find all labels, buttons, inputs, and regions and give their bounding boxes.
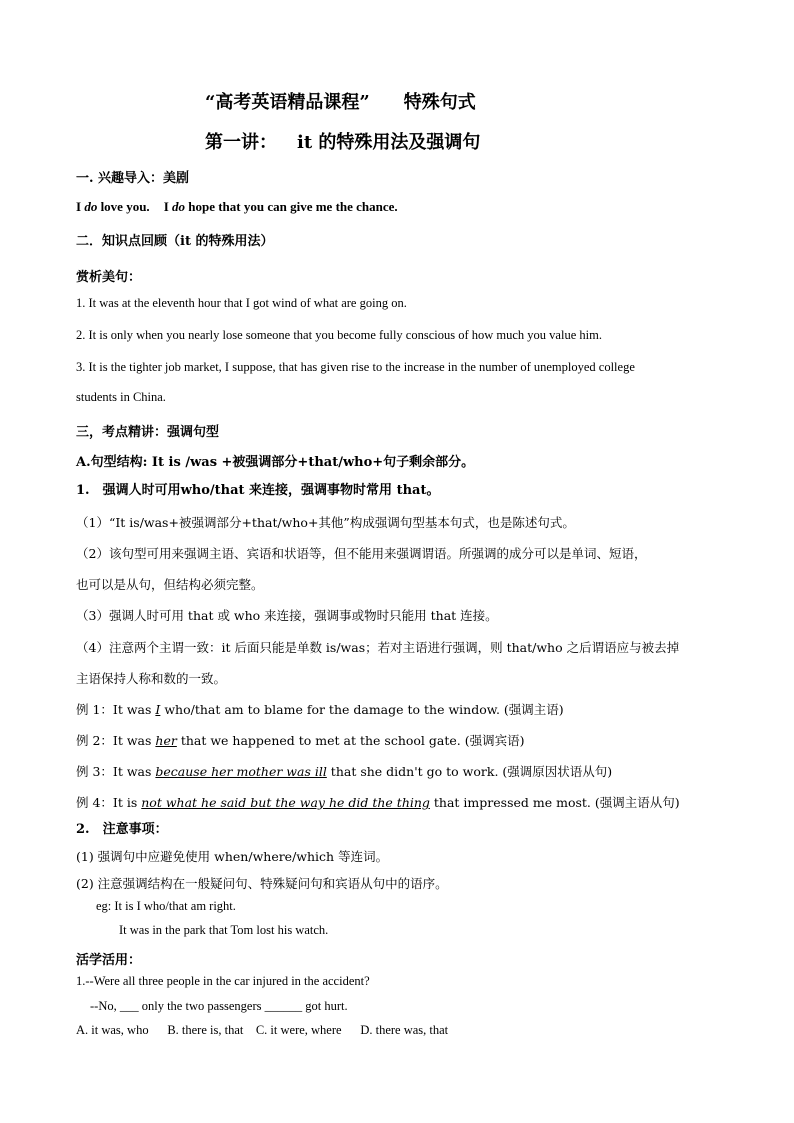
topic-title: 特殊句式 (403, 92, 476, 113)
section-1-example: I do love you. I do hope that you can give me the chance. (76, 199, 398, 214)
note-2-cont: 也可以是从句，但结构必须完整。 (76, 577, 264, 592)
example-4: 例 4：It is not what he said but the way he did the thing that impressed me most. (强调主语从句) (76, 795, 680, 810)
lecture-number: 第一讲： (205, 132, 277, 153)
sentence-3: 3. It is the tighter job market, I suppose, that has given rise to the increase in the number of unemployed college (76, 360, 635, 374)
note-4: （4）注意两个主谓一致：it 后面只能是单数 is/was；若对主语进行强调，则 that/who 之后谓语应与被去掉 (76, 640, 680, 655)
caution-1: (1) 强调句中应避免使用 when/where/which 等连词。 (76, 849, 389, 864)
section-2-subheading: 赏析美句： (76, 270, 142, 285)
note-3: （3）强调人时可用 that 或 who 来连接，强调事或物时只能用 that 连接。 (76, 608, 498, 623)
practice-heading: 活学活用： (76, 953, 142, 968)
note-4-cont: 主语保持人称和数的一致。 (76, 671, 227, 686)
caution-2: (2) 注意强调结构在一般疑问句、特殊疑问句和宾语从句中的语序。 (76, 876, 448, 891)
structure-rule: A.句型结构: It is /was +被强调部分+that/who+句子剩余部分。 (76, 455, 475, 470)
question-1-line-2: --No, ___ only the two passengers ______ got hurt. (90, 999, 348, 1013)
section-1-heading: 一. 兴趣导入：美剧 (76, 171, 190, 186)
section-2-heading: 二．知识点回顾（it 的特殊用法） (76, 234, 274, 249)
sentence-1: 1. It was at the eleventh hour that I got wind of what are going on. (76, 296, 407, 310)
note-2: （2）该句型可用来强调主语、宾语和状语等，但不能用来强调谓语。所强调的成分可以是单词、短语， (76, 546, 647, 561)
example-1: 例 1：It was I who/that am to blame for the damage to the window. (强调主语) (76, 702, 564, 717)
point-2: 2. 注意事项： (76, 822, 168, 837)
eg-2: It was in the park that Tom lost his watch. (119, 923, 329, 937)
question-1: 1.--Were all three people in the car injured in the accident? (76, 974, 370, 988)
sentence-3-cont: students in China. (76, 390, 166, 404)
note-1: （1）“It is/was+被强调部分+that/who+其他”构成强调句型基本句式，也是陈述句式。 (76, 515, 575, 530)
point-1: 1. 强调人时可用who/that 来连接，强调事物时常用 that。 (76, 483, 440, 498)
question-1-options: A. it was, who B. there is, that C. it were, where D. there was, that (76, 1023, 449, 1037)
example-3: 例 3：It was because her mother was ill that she didn't go to work. (强调原因状语从句) (76, 764, 613, 779)
eg-1: eg: It is I who/that am right. (96, 899, 236, 913)
example-2: 例 2：It was her that we happened to met at the school gate. (强调宾语) (76, 733, 525, 748)
course-title: “高考英语精品课程” (205, 92, 370, 113)
lecture-title: it 的特殊用法及强调句 (297, 132, 481, 153)
sentence-2: 2. It is only when you nearly lose someone that you become fully conscious of how much you value him. (76, 328, 602, 342)
section-3-heading: 三，考点精讲：强调句型 (76, 425, 220, 440)
title-line-1 (205, 88, 476, 114)
title-line-2 (205, 128, 480, 154)
